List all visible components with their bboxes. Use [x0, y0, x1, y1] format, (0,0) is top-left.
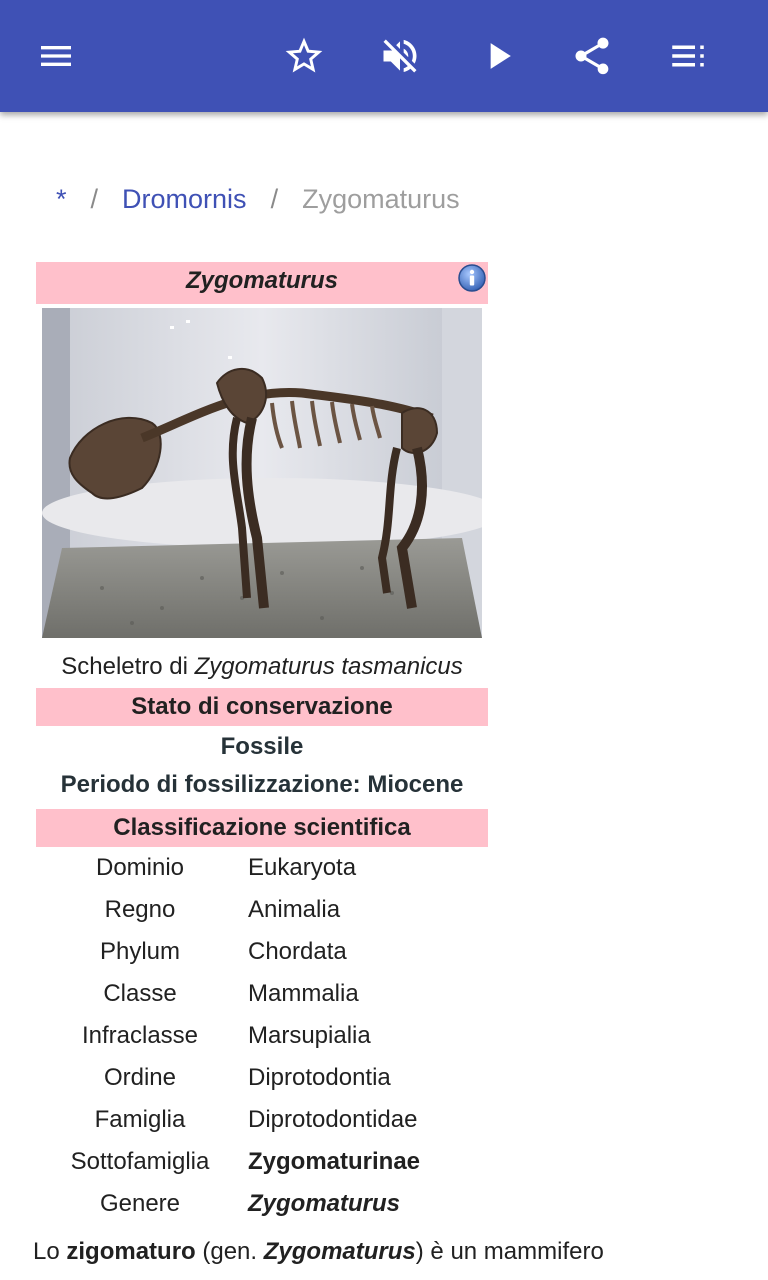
taxonomy-row — [36, 1183, 488, 1225]
classification-header: Classificazione scientifica — [36, 809, 488, 847]
play-icon — [476, 34, 520, 78]
taxonomy-row — [36, 931, 488, 973]
taxonomy-rank: Sottofamiglia — [70, 1148, 210, 1175]
taxonomy-value[interactable]: Marsupialia — [248, 1022, 371, 1049]
taxonomy-rank: Dominio — [95, 854, 185, 881]
playlist-icon — [667, 35, 709, 77]
taxonomy-rank: Phylum — [99, 938, 181, 965]
breadcrumb-separator: / — [90, 183, 99, 214]
breadcrumb-parent-link[interactable]: Dromornis — [122, 183, 247, 214]
taxonomy-rank: Classe — [103, 980, 177, 1007]
image-caption — [36, 650, 488, 684]
bookmark-button[interactable] — [276, 28, 332, 84]
taxonomy-row — [36, 973, 488, 1015]
intro-text: (gen. — [195, 1238, 264, 1265]
breadcrumb — [56, 178, 460, 220]
taxonomy-row — [36, 847, 488, 889]
breadcrumb-root-link[interactable]: * — [56, 183, 67, 214]
taxonomy-row — [36, 1015, 488, 1057]
taxobox-title-text: Zygomaturus — [185, 267, 338, 294]
taxonomy-rank: Infraclasse — [81, 1022, 199, 1049]
taxonomy-rank: Famiglia — [94, 1106, 186, 1133]
conservation-status: Fossile — [220, 733, 304, 760]
volume-off-icon — [378, 34, 422, 78]
star-outline-icon — [282, 34, 326, 78]
info-icon[interactable] — [458, 264, 486, 292]
play-button[interactable] — [470, 28, 526, 84]
taxobox — [36, 262, 488, 1225]
zygomaturus-skeleton-photo[interactable] — [42, 308, 482, 638]
playlist-button[interactable] — [660, 28, 716, 84]
menu-button[interactable] — [28, 28, 84, 84]
intro-bold-term: zigomaturo — [66, 1238, 196, 1265]
breadcrumb-current: Zygomaturus — [302, 183, 460, 214]
taxonomy-value[interactable]: Eukaryota — [248, 854, 357, 881]
breadcrumb-separator: / — [270, 183, 279, 214]
caption-species: Zygomaturus tasmanicus — [194, 653, 463, 680]
taxonomy-rank: Genere — [99, 1190, 181, 1217]
taxonomy-rank: Ordine — [103, 1064, 177, 1091]
taxonomy-value[interactable]: Diprotodontia — [248, 1064, 391, 1091]
taxonomy-value: Zygomaturus — [248, 1190, 401, 1217]
intro-text: ) è un mammifero — [415, 1238, 604, 1265]
app-toolbar — [0, 0, 768, 112]
taxonomy-row — [36, 1057, 488, 1099]
taxobox-title — [36, 262, 488, 304]
hamburger-menu-icon — [36, 36, 76, 76]
share-icon — [570, 34, 614, 78]
taxonomy-value[interactable]: Chordata — [248, 938, 347, 965]
taxonomy-value: Zygomaturinae — [248, 1148, 421, 1175]
taxonomy-row — [36, 1099, 488, 1141]
fossil-period: Periodo di fossilizzazione: Miocene — [60, 771, 464, 798]
taxonomy-value[interactable]: Animalia — [248, 896, 341, 923]
article-intro — [33, 1232, 753, 1272]
intro-genus: Zygomaturus — [263, 1238, 416, 1265]
intro-text: Lo — [33, 1238, 67, 1265]
taxonomy-rank: Regno — [104, 896, 176, 923]
taxonomy-value[interactable]: Mammalia — [248, 980, 359, 1007]
taxonomy-row — [36, 1141, 488, 1183]
share-button[interactable] — [564, 28, 620, 84]
mute-button[interactable] — [372, 28, 428, 84]
caption-prefix: Scheletro di — [61, 653, 195, 680]
taxonomy-table — [36, 847, 488, 1225]
taxonomy-row — [36, 889, 488, 931]
conservation-header: Stato di conservazione — [36, 688, 488, 726]
taxonomy-value[interactable]: Diprotodontidae — [248, 1106, 418, 1133]
